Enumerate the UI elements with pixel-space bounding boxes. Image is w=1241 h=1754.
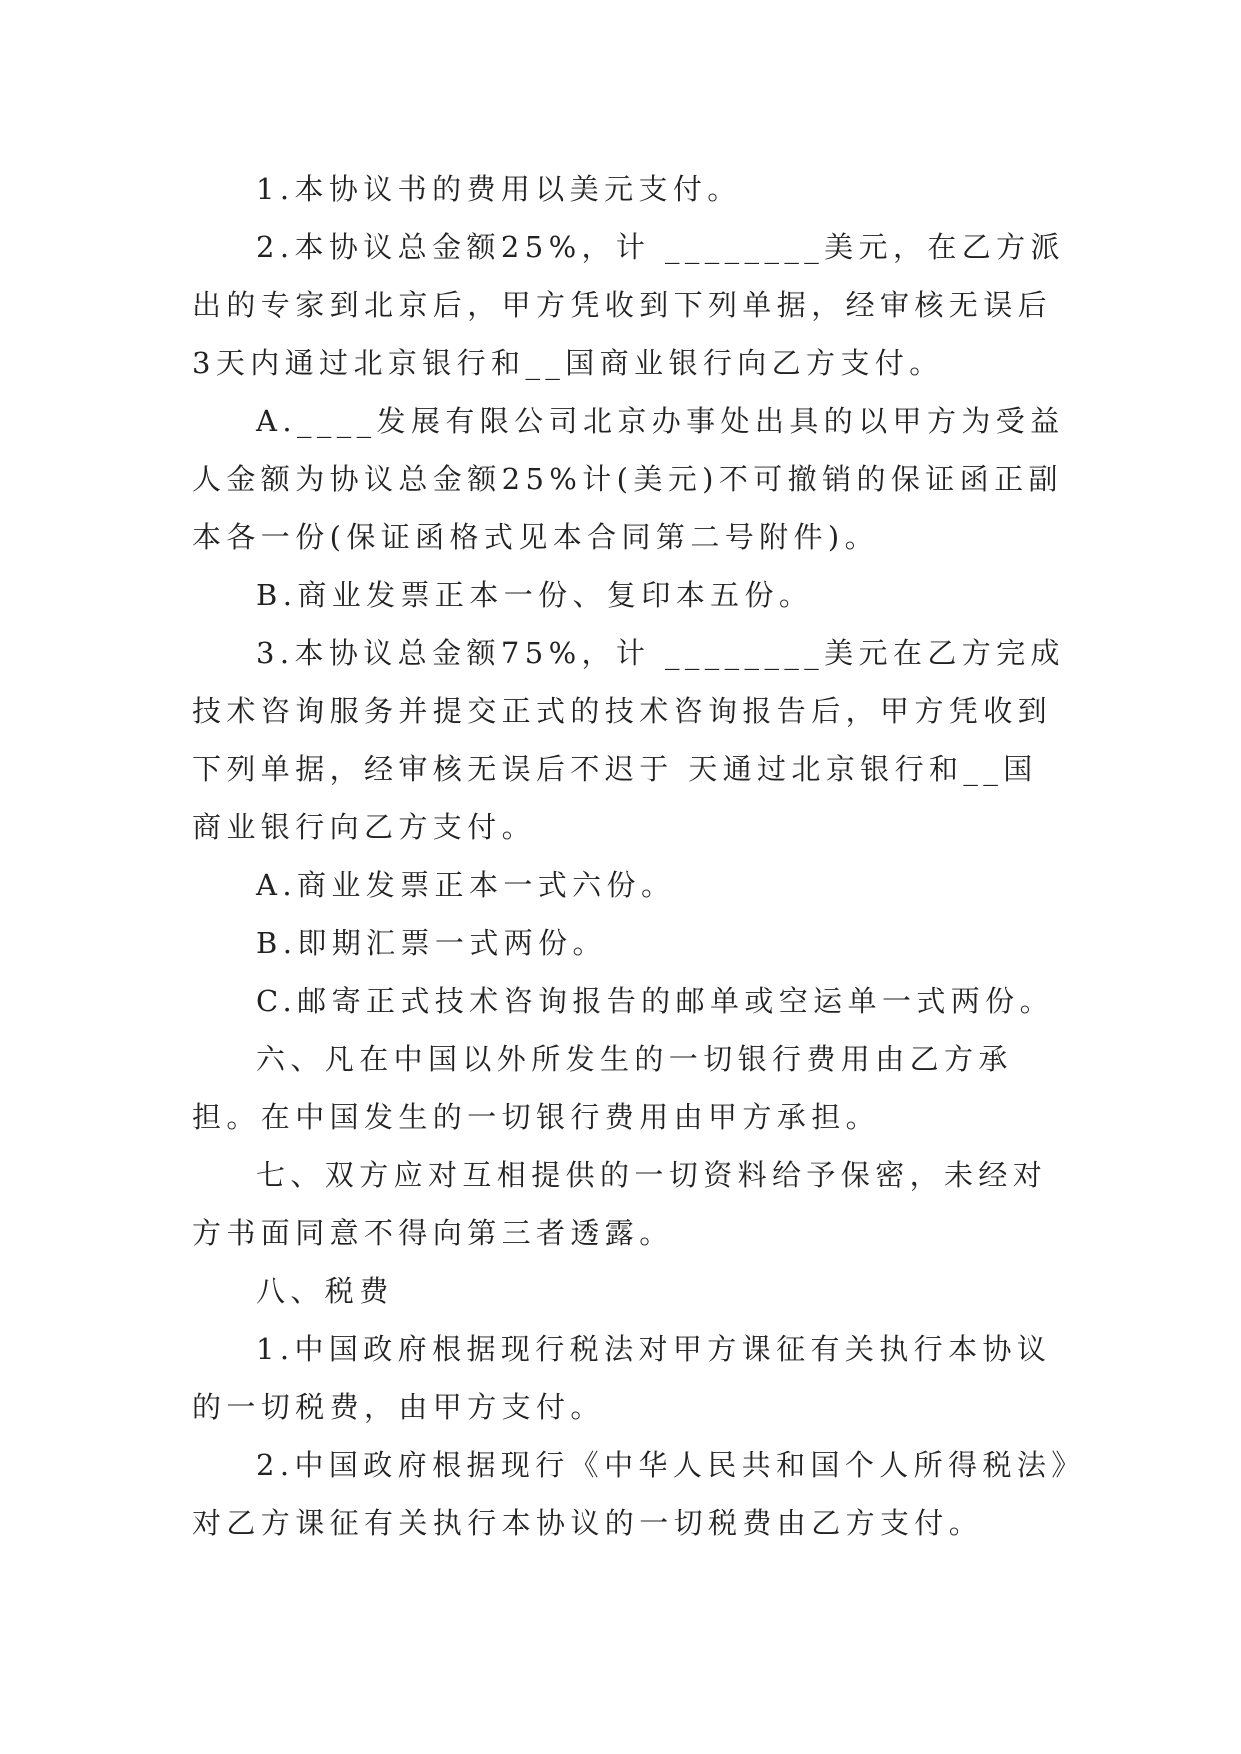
paragraph-mailing-receipt: C.邮寄正式技术咨询报告的邮单或空运单一式两份。: [256, 984, 1054, 1018]
paragraph-bank-fees: 六、凡在中国以外所发生的一切银行费用由乙方承担。在中国发生的一切银行费用由甲方承担。: [192, 1042, 1013, 1134]
paragraph-payment-75-percent: 3.本协议总金额75%，计 ________美元在乙方完成技术咨询服务并提交正式的技术咨询报告后，甲方凭收到下列单据，经审核无误后不迟于 天通过北京银行和__国商业银行向乙方支付。: [192, 636, 1065, 844]
paragraph-tax-party-a: 1.中国政府根据现行税法对甲方课征有关执行本协议的一切税费，由甲方支付。: [192, 1332, 1052, 1424]
paragraph-confidentiality: 七、双方应对互相提供的一切资料给予保密，未经对方书面同意不得向第三者透露。: [192, 1158, 1048, 1250]
paragraph-payment-25-percent: 2.本协议总金额25%，计 ________美元，在乙方派出的专家到北京后，甲方凭收到下列单据，经审核无误后3天内通过北京银行和__国商业银行向乙方支付。: [192, 230, 1065, 380]
paragraph-commercial-invoice-copies: B.商业发票正本一份、复印本五份。: [256, 578, 814, 612]
paragraph-guarantee-letter: A.____发展有限公司北京办事处出具的以甲方为受益人金额为协议总金额25%计(美元)不可撤销的保证函正副本各一份(保证函格式见本合同第二号附件)。: [192, 404, 1065, 554]
document-body: [192, 160, 1072, 1552]
paragraph-payment-currency: 1.本协议书的费用以美元支付。: [256, 172, 742, 206]
section-heading-taxes: 八、税费: [256, 1274, 394, 1308]
paragraph-invoice-six-copies: A.商业发票正本一式六份。: [256, 868, 676, 902]
paragraph-sight-draft: B.即期汇票一式两份。: [256, 926, 607, 960]
paragraph-tax-party-b: 2.中国政府根据现行《中华人民共和国个人所得税法》对乙方课征有关执行本协议的一切税费由乙方支付。: [192, 1448, 1072, 1540]
